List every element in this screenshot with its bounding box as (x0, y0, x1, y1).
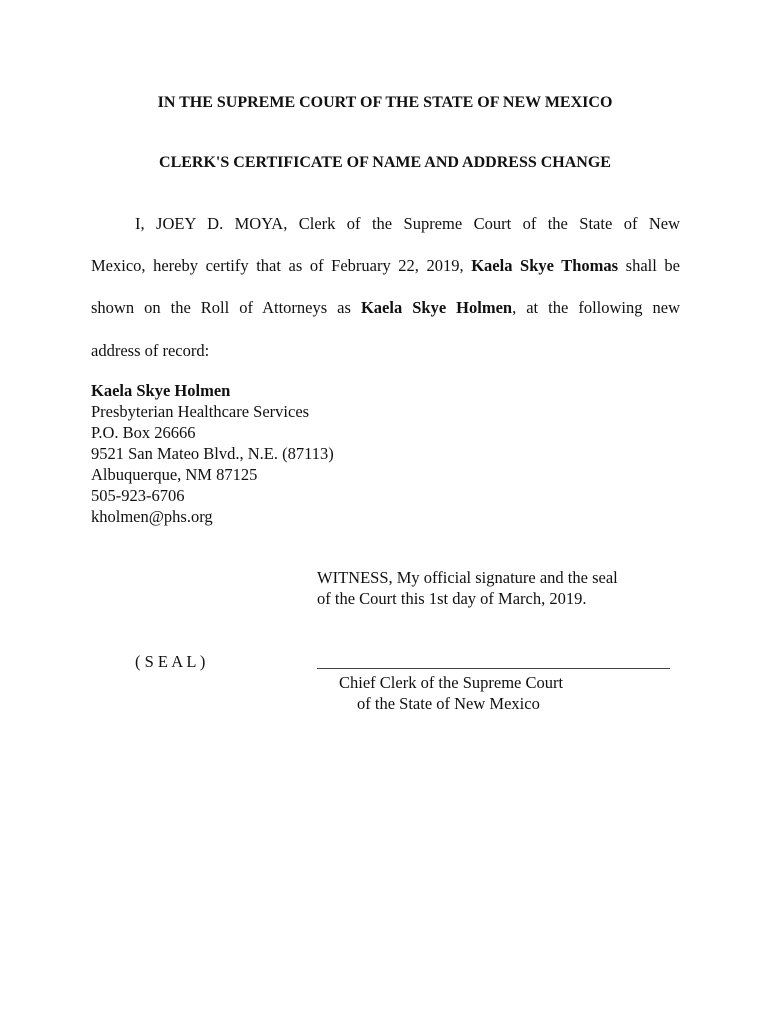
body-line-1: I, JOEY D. MOYA, Clerk of the Supreme Court of the State of New (135, 214, 680, 233)
seal-label: ( S E A L ) (135, 652, 206, 671)
body-line-3 (91, 297, 680, 319)
address-block (91, 380, 334, 527)
witness-line-1: WITNESS, My official signature and the seal (317, 568, 618, 587)
body-line-4: address of record: (91, 341, 210, 360)
address-po-box: P.O. Box 26666 (91, 423, 196, 442)
address-phone: 505-923-6706 (91, 486, 185, 505)
court-title: IN THE SUPREME COURT OF THE STATE OF NEW MEXICO (157, 94, 613, 111)
body-line-3-prefix: shown on the Roll of Attorneys as (91, 298, 351, 317)
new-name: Kaela Skye Holmen (360, 298, 513, 317)
address-street: 9521 San Mateo Blvd., N.E. (87113) (91, 444, 334, 463)
witness-block (317, 567, 618, 609)
certificate-title: CLERK'S CERTIFICATE OF NAME AND ADDRESS CHANGE (159, 154, 611, 171)
signer-title-line-2: of the State of New Mexico (357, 694, 540, 713)
body-line-2-suffix: shall be (625, 256, 680, 275)
body-line-2-prefix: Mexico, hereby certify that as of February 22, 2019, (91, 256, 464, 275)
signature-line (317, 668, 670, 669)
signer-block (317, 672, 597, 714)
address-organization: Presbyterian Healthcare Services (91, 402, 310, 421)
former-name: Kaela Skye Thomas (471, 256, 619, 275)
address-email: kholmen@phs.org (91, 507, 213, 526)
body-line-3-suffix: , at the following new (512, 298, 681, 317)
address-name: Kaela Skye Holmen (91, 381, 231, 400)
address-city-state-zip: Albuquerque, NM 87125 (91, 465, 258, 484)
signer-title-line-1: Chief Clerk of the Supreme Court (339, 673, 564, 692)
witness-line-2: of the Court this 1st day of March, 2019. (317, 589, 587, 608)
body-line-2 (91, 255, 680, 277)
